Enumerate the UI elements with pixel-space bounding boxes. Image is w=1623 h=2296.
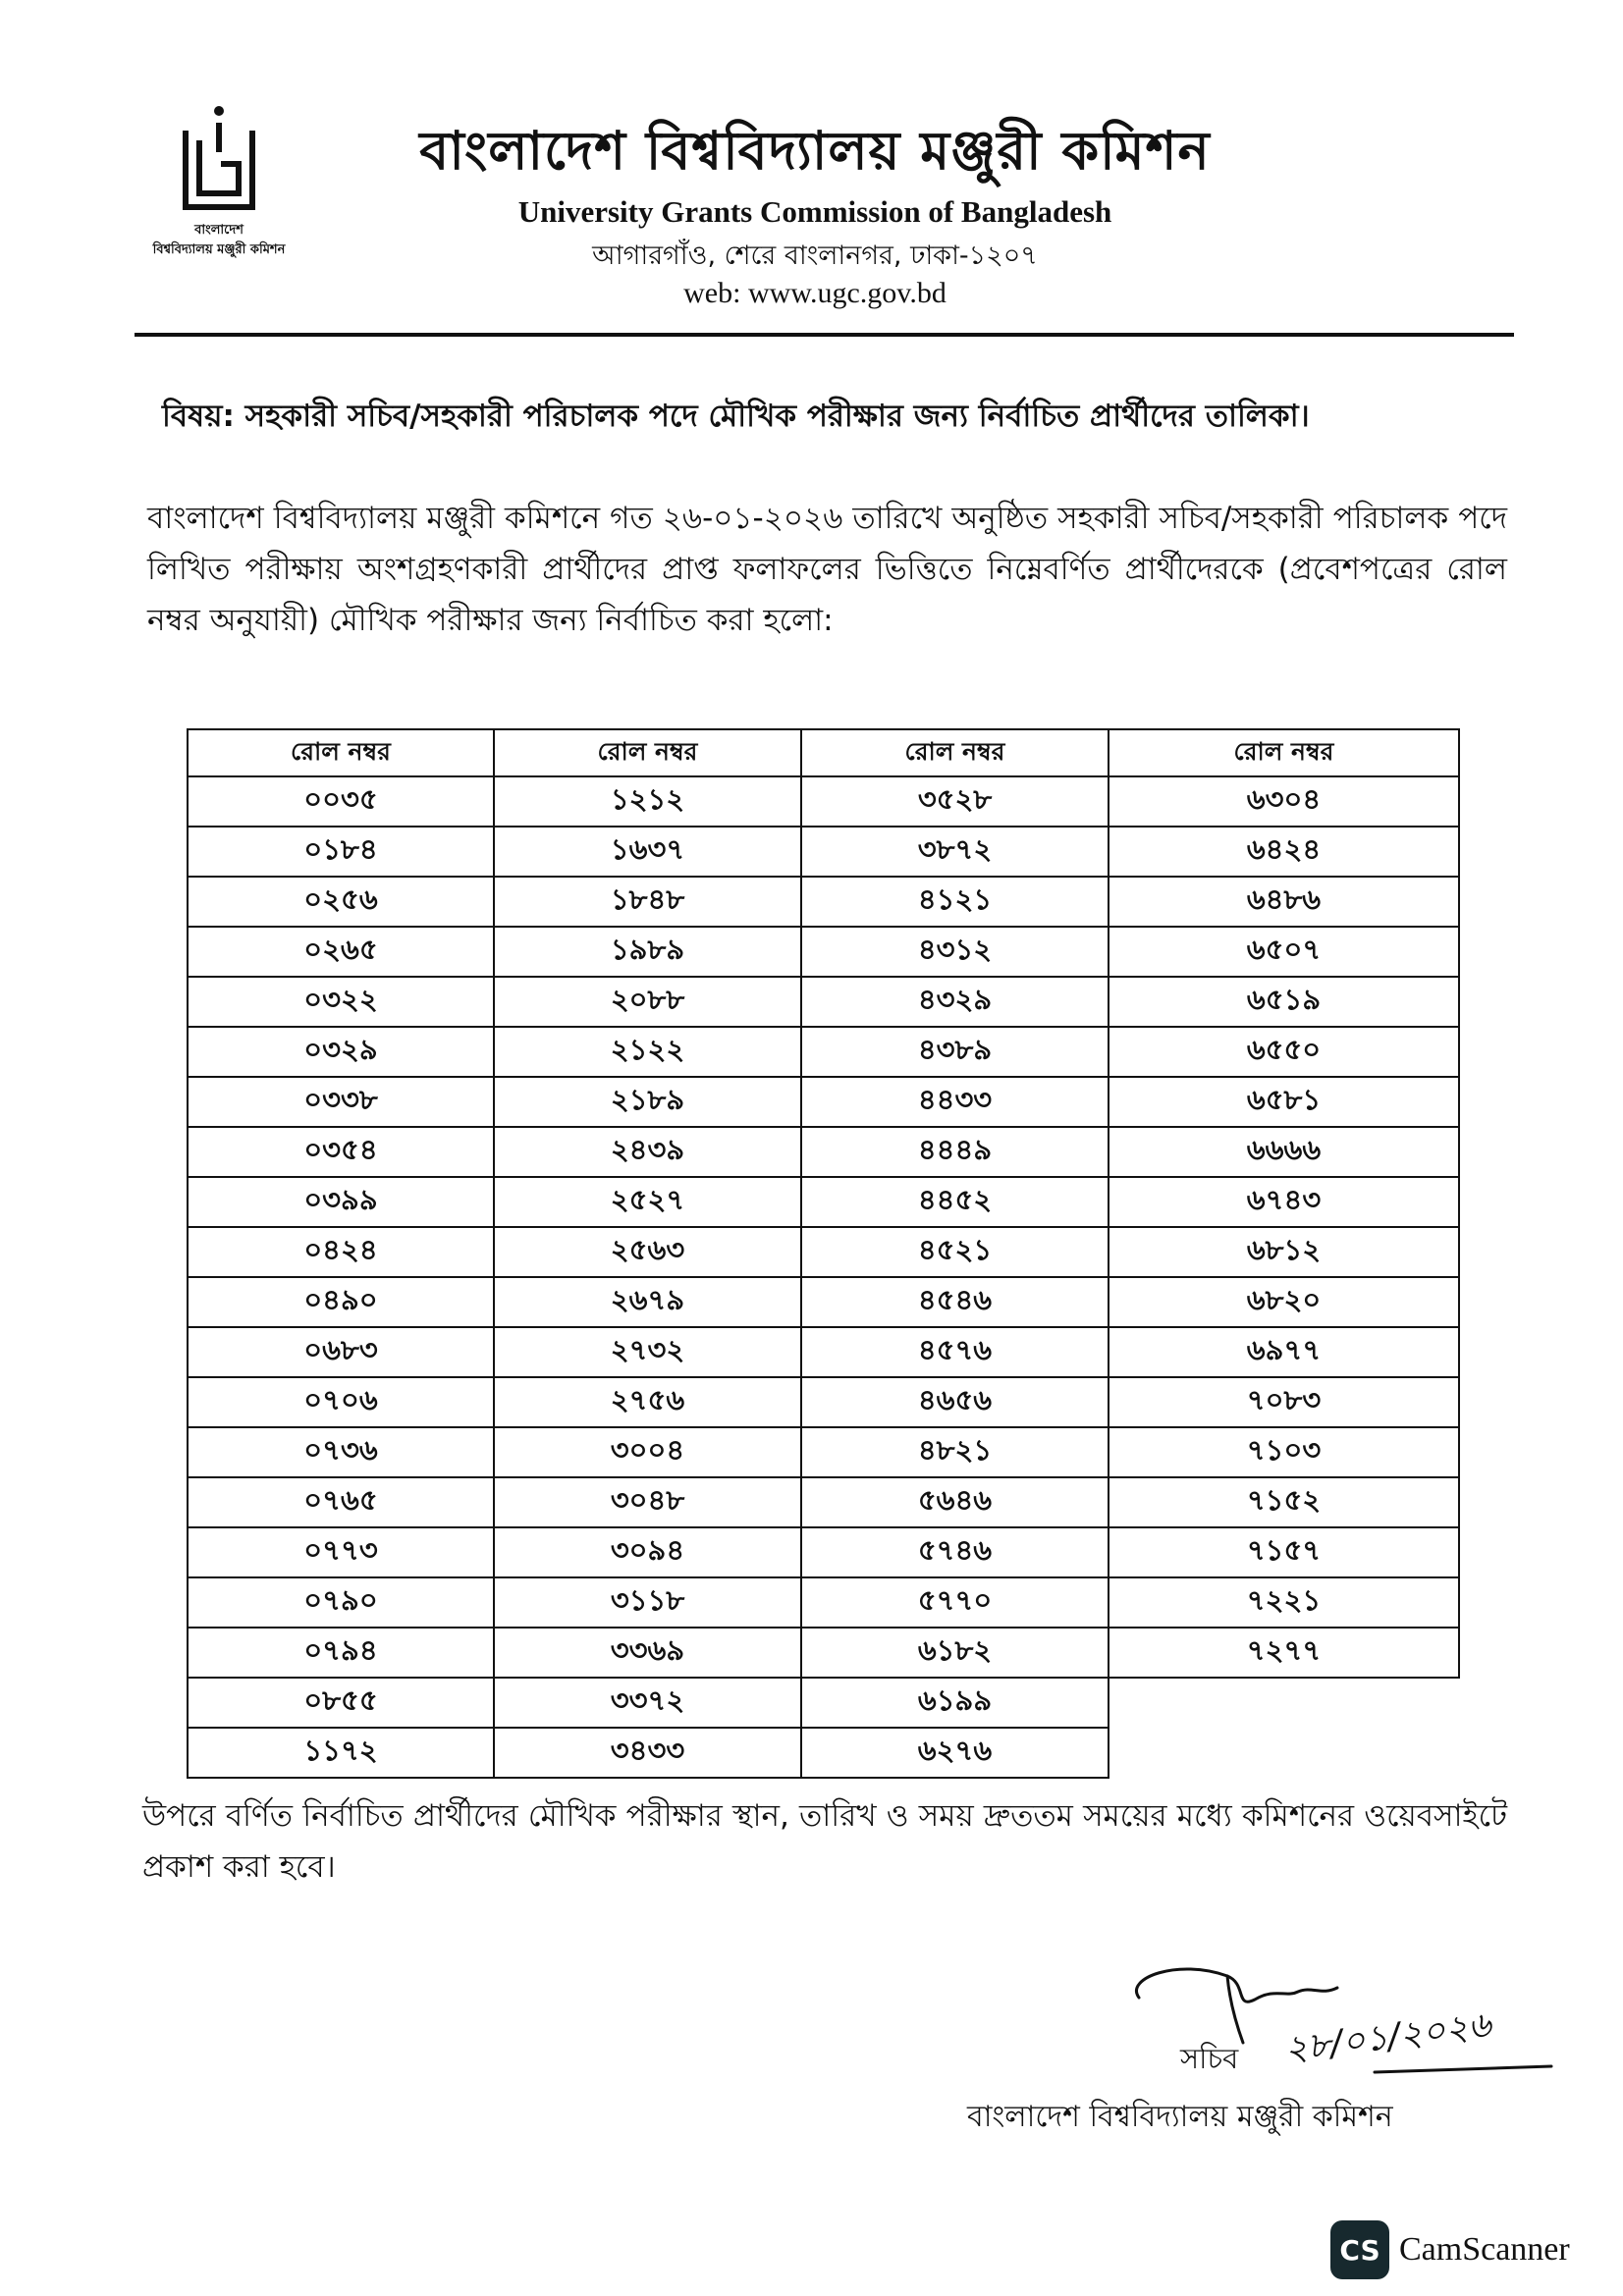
roll-number-cell: ৪৪৪৯ [801,1127,1109,1177]
camscanner-logo-icon: CS [1330,2220,1389,2279]
roll-number-cell: ২৭৫৬ [494,1377,801,1427]
roll-number-cell: ০৩২২ [188,977,494,1027]
roll-number-cell: ৪৫৭৬ [801,1327,1109,1377]
roll-number-cell: ১৯৮৯ [494,927,801,977]
closing-paragraph: উপরে বর্ণিত নির্বাচিত প্রার্থীদের মৌখিক পরীক্ষার স্থান, তারিখ ও সময় দ্রুততম সময়ের মধ্যে কমিশনের ওয়েবসাইটে প্রকাশ করা হবে। [142,1798,1507,1885]
roll-number-table [187,728,1460,1779]
intro-paragraph: বাংলাদেশ বিশ্ববিদ্যালয় মঞ্জুরী কমিশনে গত ২৬-০১-২০২৬ তারিখে অনুষ্ঠিত সহকারী সচিব/সহকারী পরিচালক পদে লিখিত পরীক্ষায় অংশগ্রহণকারী প্রার্থীদের প্রাপ্ত ফলাফলের ভিত্তিতে নিম্নেবর্ণিত প্রার্থীদেরকে (প্রবেশপত্রের রোল নম্বর অনুযায়ী) মৌখিক পরীক্ষার জন্য নির্বাচিত করা হলো: [147,501,1507,638]
empty-cell [1109,1728,1459,1778]
header-divider [135,333,1514,337]
table-row [188,1577,1459,1628]
org-name-bangla: বাংলাদেশ বিশ্ববিদ্যালয় মঞ্জুরী কমিশন [419,120,1211,182]
roll-number-cell: ৬৪২৪ [1109,827,1459,877]
roll-number-cell: ০১৮৪ [188,827,494,877]
roll-number-cell: ০৩৫৪ [188,1127,494,1177]
roll-number-cell: ৪৩২৯ [801,977,1109,1027]
roll-number-cell: ২৪৩৯ [494,1127,801,1177]
roll-number-cell: ৩০৪৮ [494,1477,801,1527]
signatory-title: সচিব [1180,2042,1239,2075]
roll-number-cell: ৭১০৩ [1109,1427,1459,1477]
roll-number-cell: ৬১৮২ [801,1628,1109,1678]
roll-number-cell: ৪৪৫২ [801,1177,1109,1227]
roll-number-cell: ০৭০৬ [188,1377,494,1427]
roll-number-cell: ৬৭৪৩ [1109,1177,1459,1227]
roll-number-cell: ১২১২ [494,776,801,827]
signature-date: ২৮/০১/২০২৬ [1281,2004,1493,2070]
roll-number-cell: ৪৫৪৬ [801,1277,1109,1327]
roll-number-cell: ৪৩১২ [801,927,1109,977]
column-header: রোল নম্বর [494,729,801,776]
roll-number-cell: ০২৬৫ [188,927,494,977]
column-header: রোল নম্বর [188,729,494,776]
roll-number-cell: ৩৪৩৩ [494,1728,801,1778]
roll-number-cell: ০৭৬৫ [188,1477,494,1527]
roll-number-cell: ০৭৯০ [188,1577,494,1628]
table-row [188,776,1459,827]
ugc-emblem-icon [178,103,260,221]
roll-number-cell: ০৮৫৫ [188,1678,494,1728]
roll-number-cell: ৭২৭৭ [1109,1628,1459,1678]
table-row [188,1277,1459,1327]
table-row [188,1678,1459,1728]
roll-number-cell: ০৭৩৬ [188,1427,494,1477]
roll-number-cell: ৬৯৭৭ [1109,1327,1459,1377]
table-row [188,1027,1459,1077]
roll-number-cell: ৭১৫৭ [1109,1527,1459,1577]
table-row [188,977,1459,1027]
roll-number-cell: ৬৫০৭ [1109,927,1459,977]
empty-cell [1109,1678,1459,1728]
roll-number-cell: ৪৩৮৯ [801,1027,1109,1077]
table-row [188,1427,1459,1477]
roll-number-cell: ২০৮৮ [494,977,801,1027]
roll-number-cell: ৬৩০৪ [1109,776,1459,827]
roll-number-cell: ৩৩৭২ [494,1678,801,1728]
ugc-logo [126,103,312,260]
camscanner-label: CamScanner [1399,2231,1570,2268]
roll-number-cell: ২৭৩২ [494,1327,801,1377]
roll-number-cell: ০৭৯৪ [188,1628,494,1678]
roll-number-cell: ২১২২ [494,1027,801,1077]
roll-number-cell: ০৪৯০ [188,1277,494,1327]
roll-number-cell: ০৩২৯ [188,1027,494,1077]
roll-number-cell: ০৭৭৩ [188,1527,494,1577]
roll-number-cell: ৪৮২১ [801,1427,1109,1477]
roll-number-cell: ৪৫২১ [801,1227,1109,1277]
table-row [188,1127,1459,1177]
signatory-organization: বাংলাদেশ বিশ্ববিদ্যালয় মঞ্জুরী কমিশন [967,2100,1393,2134]
roll-number-cell: ৫৭৪৬ [801,1527,1109,1577]
roll-number-cell: ৩৮৭২ [801,827,1109,877]
roll-number-cell: ৫৭৭০ [801,1577,1109,1628]
roll-number-cell: ২৫২৭ [494,1177,801,1227]
roll-number-cell: ৩৫২৮ [801,776,1109,827]
roll-number-cell: ০৪২৪ [188,1227,494,1277]
table-row [188,1628,1459,1678]
table-row [188,1477,1459,1527]
roll-number-cell: ৬৫১৯ [1109,977,1459,1027]
camscanner-watermark [1330,2220,1570,2279]
roll-number-cell: ৩০০৪ [494,1427,801,1477]
roll-number-cell: ১৬৩৭ [494,827,801,877]
roll-number-cell: ৪১২১ [801,877,1109,927]
roll-number-cell: ৭১৫২ [1109,1477,1459,1527]
org-name-english: University Grants Commission of Bangladesh [517,194,1112,229]
roll-number-cell: ৬৫৫০ [1109,1027,1459,1077]
column-header: রোল নম্বর [801,729,1109,776]
roll-number-cell: ৭২২১ [1109,1577,1459,1628]
table-row [188,1327,1459,1377]
column-header: রোল নম্বর [1109,729,1459,776]
roll-number-cell: ১৮৪৮ [494,877,801,927]
table-row [188,1728,1459,1778]
roll-number-cell: ২৫৬৩ [494,1227,801,1277]
roll-number-cell: ৩০৯৪ [494,1527,801,1577]
org-website[interactable]: web: www.ugc.gov.bd [683,277,947,309]
roll-number-cell: ০৩৯৯ [188,1177,494,1227]
roll-number-cell: ৪৬৫৬ [801,1377,1109,1427]
roll-number-cell: ৩৩৬৯ [494,1628,801,1678]
roll-number-cell: ১১৭২ [188,1728,494,1778]
roll-number-cell: ০৬৮৩ [188,1327,494,1377]
roll-number-cell: ০৩৩৮ [188,1077,494,1127]
roll-number-cell: ৫৬৪৬ [801,1477,1109,1527]
roll-number-cell: ৬২৭৬ [801,1728,1109,1778]
org-address: আগারগাঁও, শেরে বাংলানগর, ঢাকা-১২০৭ [592,240,1038,271]
roll-number-cell: ০০৩৫ [188,776,494,827]
roll-number-cell: ৬৫৮১ [1109,1077,1459,1127]
logo-caption-line1: বাংলাদেশ [194,223,243,238]
table-row [188,927,1459,977]
table-row [188,827,1459,877]
roll-number-cell: ৬৮১২ [1109,1227,1459,1277]
table-row [188,877,1459,927]
table-row [188,1227,1459,1277]
roll-number-cell: ০২৫৬ [188,877,494,927]
table-header-row [188,729,1459,776]
roll-number-cell: ৬৬৬৬ [1109,1127,1459,1177]
roll-number-cell: ৩১১৮ [494,1577,801,1628]
roll-number-cell: ৭০৮৩ [1109,1377,1459,1427]
roll-number-cell: ৬১৯৯ [801,1678,1109,1728]
table-row [188,1177,1459,1227]
table-row [188,1377,1459,1427]
roll-number-cell: ২৬৭৯ [494,1277,801,1327]
roll-number-cell: ৬৮২০ [1109,1277,1459,1327]
table-row [188,1077,1459,1127]
roll-number-cell: ৬৪৮৬ [1109,877,1459,927]
roll-number-cell: ২১৮৯ [494,1077,801,1127]
table-row [188,1527,1459,1577]
logo-caption-line2: বিশ্ববিদ্যালয় মঞ্জুরী কমিশন [152,242,286,257]
roll-number-cell: ৪৪৩৩ [801,1077,1109,1127]
subject-line: বিষয়: সহকারী সচিব/সহকারী পরিচালক পদে মৌখিক পরীক্ষার জন্য নির্বাচিত প্রার্থীদের তালিকা। [162,399,1310,434]
